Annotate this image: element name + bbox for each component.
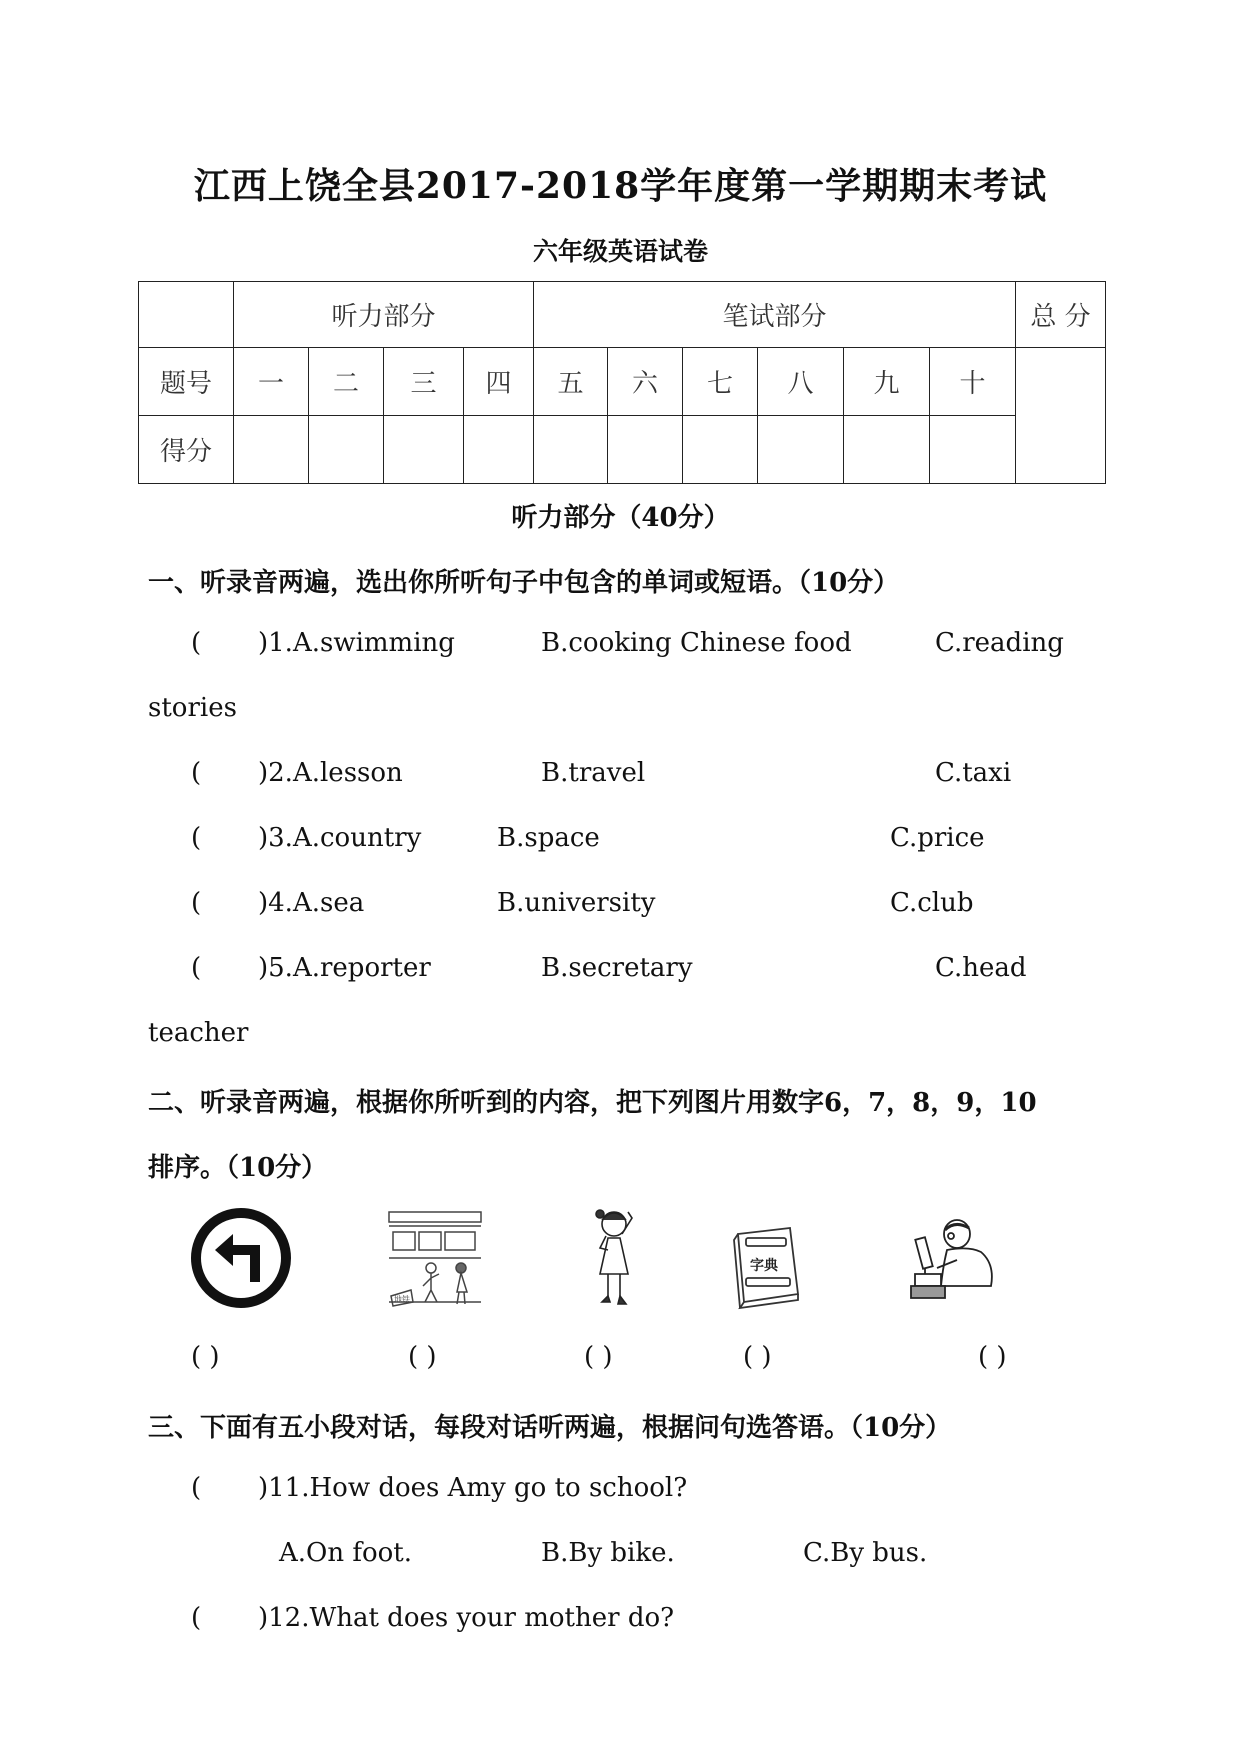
answer-paren[interactable]: (: [191, 888, 202, 918]
option-b: B.space: [497, 823, 600, 853]
answer-paren[interactable]: (: [191, 823, 202, 853]
score-cell[interactable]: [683, 416, 758, 484]
answer-paren[interactable]: (: [191, 1603, 202, 1633]
question-number: 九: [844, 348, 930, 416]
option-b: B.travel: [541, 758, 646, 788]
option-c: C.club: [890, 888, 974, 918]
option-b: B.cooking Chinese food: [541, 628, 852, 658]
option-b: B.secretary: [541, 953, 693, 983]
turn-left-sign-icon: [189, 1206, 293, 1310]
option-a: A.On foot.: [279, 1538, 413, 1568]
listening-header: 听力部分: [234, 282, 534, 348]
picture-blank[interactable]: ( ): [191, 1342, 220, 1372]
scientist-microscope-icon: [897, 1216, 1007, 1316]
section2-heading-cont: 排序。（10分）: [148, 1153, 328, 1183]
question-number: 三: [384, 348, 464, 416]
question-text: )12.What does your mother do?: [258, 1603, 675, 1633]
question-number: 八: [758, 348, 844, 416]
girl-icon: [578, 1204, 650, 1316]
total-header: 总 分: [1016, 282, 1106, 348]
score-cell[interactable]: [758, 416, 844, 484]
option-c-wrap: stories: [148, 693, 237, 723]
question-number: 六: [608, 348, 683, 416]
option-b: B.By bike.: [541, 1538, 675, 1568]
subway-sign-text: 地铁: [394, 1295, 410, 1304]
option-c: C.head: [935, 953, 1027, 983]
dictionary-label: 字典: [750, 1258, 778, 1274]
answer-paren[interactable]: (: [191, 953, 202, 983]
section2-heading: 二、听录音两遍，根据你所听到的内容，把下列图片用数字6，7，8，9，10: [148, 1088, 1037, 1118]
option-a: )1.A.swimming: [258, 628, 455, 658]
option-c: C.taxi: [935, 758, 1012, 788]
picture-blank[interactable]: ( ): [743, 1342, 772, 1372]
row-label-score: 得分: [139, 416, 234, 484]
option-c: C.reading: [935, 628, 1064, 658]
score-cell[interactable]: [234, 416, 309, 484]
score-cell[interactable]: [608, 416, 683, 484]
option-c: C.price: [890, 823, 985, 853]
score-cell[interactable]: [930, 416, 1016, 484]
score-cell[interactable]: [384, 416, 464, 484]
section1-heading: 一、听录音两遍，选出你所听句子中包含的单词或短语。（10分）: [148, 568, 900, 598]
score-cell[interactable]: [309, 416, 384, 484]
question-number: 五: [534, 348, 608, 416]
question-number: 四: [464, 348, 534, 416]
dictionary-icon: [728, 1224, 804, 1310]
option-a: )2.A.lesson: [258, 758, 403, 788]
picture-blank[interactable]: ( ): [584, 1342, 613, 1372]
option-a: )5.A.reporter: [258, 953, 431, 983]
score-cell[interactable]: [464, 416, 534, 484]
question-text: )11.How does Amy go to school?: [258, 1473, 688, 1503]
writing-header: 笔试部分: [534, 282, 1016, 348]
score-table: [138, 281, 1106, 484]
subway-station-icon: [385, 1206, 487, 1316]
question-number: 一: [234, 348, 309, 416]
page-subtitle: 六年级英语试卷: [532, 237, 708, 266]
question-number: 七: [683, 348, 758, 416]
score-cell[interactable]: [844, 416, 930, 484]
answer-paren[interactable]: (: [191, 1473, 202, 1503]
question-number: 十: [930, 348, 1016, 416]
row-label-number: 题号: [139, 348, 234, 416]
question-number: 二: [309, 348, 384, 416]
picture-blank[interactable]: ( ): [408, 1342, 437, 1372]
score-cell[interactable]: [534, 416, 608, 484]
score-table-corner: [139, 282, 234, 348]
section3-heading: 三、下面有五小段对话，每段对话听两遍，根据问句选答语。（10分）: [148, 1413, 952, 1443]
option-c-wrap: teacher: [148, 1018, 249, 1048]
total-score-cell[interactable]: [1016, 348, 1106, 484]
listening-section-title: 听力部分（40分）: [511, 503, 730, 533]
picture-blank[interactable]: ( ): [978, 1342, 1007, 1372]
option-c: C.By bus.: [803, 1538, 928, 1568]
answer-paren[interactable]: (: [191, 628, 202, 658]
page-title: 江西上饶全县2017-2018学年度第一学期期末考试: [193, 165, 1048, 207]
option-a: )3.A.country: [258, 823, 422, 853]
answer-paren[interactable]: (: [191, 758, 202, 788]
option-b: B.university: [497, 888, 656, 918]
option-a: )4.A.sea: [258, 888, 365, 918]
